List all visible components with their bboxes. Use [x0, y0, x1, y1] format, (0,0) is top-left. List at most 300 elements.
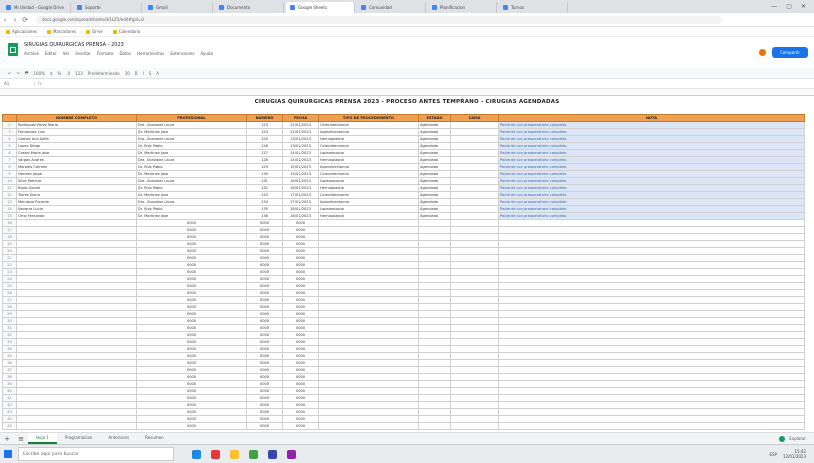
table-cell[interactable] [17, 311, 137, 318]
table-cell[interactable] [499, 423, 805, 430]
menu-item[interactable]: Formato [96, 51, 114, 56]
row-number[interactable]: 31 [3, 325, 17, 332]
table-cell[interactable] [451, 318, 499, 325]
sheet-tab[interactable]: Resumen [145, 435, 164, 440]
table-cell[interactable]: 0000 [247, 255, 283, 262]
browser-tab[interactable] [73, 2, 142, 13]
sheet-tab[interactable]: Programacion [64, 435, 93, 440]
table-cell[interactable]: 0000 [137, 360, 247, 367]
table-cell[interactable]: 0000 [283, 276, 319, 283]
table-cell[interactable] [499, 395, 805, 402]
table-cell[interactable] [319, 353, 419, 360]
table-cell[interactable]: 0000 [283, 353, 319, 360]
start-button[interactable] [0, 450, 16, 458]
table-cell[interactable]: 0000 [283, 360, 319, 367]
menu-item[interactable]: Herramientas [137, 51, 165, 56]
table-cell[interactable]: 0000 [137, 276, 247, 283]
table-cell[interactable]: 135 [247, 206, 283, 213]
row-number[interactable]: 16 [3, 220, 17, 227]
toolbar-button[interactable]: % [57, 70, 62, 76]
row-number[interactable]: 7 [3, 157, 17, 164]
table-cell[interactable] [17, 430, 137, 431]
table-cell[interactable] [319, 220, 419, 227]
taskbar-search[interactable]: Escribe aquí para buscar [18, 447, 174, 461]
table-cell[interactable] [419, 339, 451, 346]
table-cell[interactable] [319, 297, 419, 304]
table-cell[interactable] [451, 409, 499, 416]
table-cell[interactable] [17, 353, 137, 360]
column-header[interactable]: TIPO DE PROCEDIMIENTO [319, 115, 419, 122]
table-cell[interactable]: 13/01/2023 [283, 143, 319, 150]
table-cell[interactable]: 0000 [247, 304, 283, 311]
table-cell[interactable] [419, 227, 451, 234]
row-number[interactable]: 41 [3, 395, 17, 402]
table-cell[interactable] [17, 332, 137, 339]
table-cell[interactable]: 0000 [247, 290, 283, 297]
table-cell[interactable] [17, 255, 137, 262]
table-cell[interactable] [499, 367, 805, 374]
table-cell[interactable] [499, 388, 805, 395]
table-cell[interactable] [319, 248, 419, 255]
table-cell[interactable]: 0000 [283, 311, 319, 318]
table-cell[interactable]: 0000 [137, 318, 247, 325]
table-cell[interactable]: 0000 [247, 262, 283, 269]
table-cell[interactable] [499, 374, 805, 381]
table-cell[interactable]: Dr. Ruiz Pablo [137, 206, 247, 213]
table-cell[interactable]: Dra. Gonzalez Laura [137, 157, 247, 164]
clock[interactable]: 15:42 12/01/2023 [782, 449, 806, 459]
table-cell[interactable]: Paciente con preoperatorio completo [499, 136, 805, 143]
table-cell[interactable]: Rojas Daniel [17, 185, 137, 192]
table-cell[interactable]: 0000 [283, 381, 319, 388]
table-cell[interactable]: 0000 [137, 388, 247, 395]
row-number[interactable]: 39 [3, 381, 17, 388]
table-cell[interactable]: Agendado [419, 122, 451, 129]
store-icon[interactable] [249, 450, 258, 459]
table-cell[interactable] [451, 423, 499, 430]
table-cell[interactable]: 0000 [137, 353, 247, 360]
table-cell[interactable]: Agendado [419, 185, 451, 192]
all-sheets-icon[interactable]: ≡ [18, 434, 24, 443]
add-sheet-icon[interactable]: + [4, 434, 10, 443]
table-cell[interactable] [499, 276, 805, 283]
table-cell[interactable]: 0000 [247, 325, 283, 332]
table-cell[interactable]: 0000 [247, 227, 283, 234]
row-number[interactable]: 28 [3, 304, 17, 311]
table-cell[interactable] [451, 248, 499, 255]
table-cell[interactable]: 12/01/2023 [283, 122, 319, 129]
table-cell[interactable] [17, 402, 137, 409]
table-cell[interactable]: 0000 [137, 402, 247, 409]
table-cell[interactable] [419, 430, 451, 431]
mail-icon[interactable] [268, 450, 277, 459]
table-cell[interactable] [451, 213, 499, 220]
column-header[interactable]: NOTA [499, 115, 805, 122]
table-cell[interactable]: 0000 [137, 423, 247, 430]
table-cell[interactable]: 0000 [247, 360, 283, 367]
row-number[interactable]: 34 [3, 346, 17, 353]
table-cell[interactable] [419, 234, 451, 241]
forward-icon[interactable]: › [13, 15, 17, 24]
table-cell[interactable]: 0000 [137, 346, 247, 353]
table-cell[interactable]: Agendado [419, 150, 451, 157]
table-cell[interactable] [319, 255, 419, 262]
table-cell[interactable] [17, 367, 137, 374]
table-cell[interactable]: Apendicectomia [319, 199, 419, 206]
table-cell[interactable]: 0000 [247, 241, 283, 248]
table-cell[interactable] [499, 360, 805, 367]
table-cell[interactable]: 0000 [137, 283, 247, 290]
table-cell[interactable] [419, 241, 451, 248]
table-cell[interactable] [319, 311, 419, 318]
table-cell[interactable] [17, 374, 137, 381]
table-cell[interactable]: 0000 [283, 416, 319, 423]
table-cell[interactable]: 0000 [283, 339, 319, 346]
table-cell[interactable]: 0000 [247, 423, 283, 430]
table-cell[interactable] [499, 318, 805, 325]
table-cell[interactable] [451, 367, 499, 374]
table-cell[interactable] [319, 241, 419, 248]
row-number[interactable]: 2 [3, 122, 17, 129]
table-cell[interactable]: 17/01/2023 [283, 192, 319, 199]
column-header[interactable]: NÚMERO [247, 115, 283, 122]
table-cell[interactable]: Paciente con preoperatorio completo [499, 206, 805, 213]
table-cell[interactable] [17, 360, 137, 367]
table-cell[interactable] [499, 290, 805, 297]
table-cell[interactable] [451, 143, 499, 150]
toolbar-button[interactable]: ↷ [16, 70, 20, 76]
share-button[interactable]: Compartir [772, 47, 808, 58]
table-cell[interactable]: Dr. Ruiz Pablo [137, 164, 247, 171]
row-number[interactable]: 5 [3, 143, 17, 150]
table-cell[interactable]: 0000 [283, 234, 319, 241]
table-cell[interactable]: Agendado [419, 192, 451, 199]
table-cell[interactable] [451, 192, 499, 199]
table-cell[interactable]: 0000 [283, 283, 319, 290]
table-cell[interactable] [319, 402, 419, 409]
table-cell[interactable] [319, 346, 419, 353]
table-cell[interactable] [17, 318, 137, 325]
table-cell[interactable] [451, 290, 499, 297]
table-cell[interactable] [419, 374, 451, 381]
table-cell[interactable]: 0000 [137, 269, 247, 276]
row-number[interactable] [3, 430, 17, 431]
table-cell[interactable] [17, 297, 137, 304]
table-cell[interactable] [419, 367, 451, 374]
table-cell[interactable]: 0000 [137, 262, 247, 269]
table-cell[interactable] [451, 311, 499, 318]
menu-item[interactable]: Datos [119, 51, 132, 56]
table-cell[interactable]: 0000 [137, 367, 247, 374]
table-cell[interactable]: Dr. Martinez Jose [137, 171, 247, 178]
table-cell[interactable]: 0000 [137, 297, 247, 304]
table-cell[interactable] [451, 164, 499, 171]
table-cell[interactable]: 131 [247, 178, 283, 185]
table-cell[interactable] [499, 381, 805, 388]
table-cell[interactable]: Apendicectomia [319, 164, 419, 171]
table-cell[interactable]: 14/01/2023 [283, 157, 319, 164]
table-cell[interactable]: 132 [247, 185, 283, 192]
table-cell[interactable] [451, 157, 499, 164]
table-cell[interactable]: 0000 [247, 402, 283, 409]
table-cell[interactable]: 0000 [283, 409, 319, 416]
table-cell[interactable]: 124 [247, 129, 283, 136]
row-number[interactable]: 20 [3, 248, 17, 255]
table-cell[interactable]: 0000 [283, 325, 319, 332]
table-cell[interactable] [319, 290, 419, 297]
teams-icon[interactable] [287, 450, 296, 459]
table-cell[interactable] [499, 416, 805, 423]
table-cell[interactable] [499, 262, 805, 269]
table-cell[interactable] [451, 206, 499, 213]
row-number[interactable]: 19 [3, 241, 17, 248]
table-cell[interactable]: Paciente con preoperatorio completo [499, 129, 805, 136]
table-cell[interactable] [17, 304, 137, 311]
toolbar-button[interactable]: .0 [66, 70, 71, 76]
table-cell[interactable]: Ortiz Fernando [17, 213, 137, 220]
table-cell[interactable]: 0000 [247, 311, 283, 318]
row-number[interactable]: 27 [3, 297, 17, 304]
explore-button[interactable]: Explorar [779, 436, 806, 442]
menu-item[interactable]: Extensiones [170, 51, 195, 56]
table-cell[interactable] [451, 374, 499, 381]
table-cell[interactable]: 18/01/2023 [283, 206, 319, 213]
table-cell[interactable]: Agendado [419, 164, 451, 171]
toolbar-button[interactable]: 123 [75, 70, 83, 76]
table-cell[interactable] [319, 262, 419, 269]
table-cell[interactable] [451, 129, 499, 136]
table-cell[interactable]: 0000 [137, 248, 247, 255]
column-header[interactable]: PROFESIONAL [137, 115, 247, 122]
menu-item[interactable]: Archivo [24, 51, 39, 56]
spreadsheet-grid[interactable] [0, 96, 814, 430]
row-number[interactable]: 36 [3, 360, 17, 367]
table-cell[interactable] [451, 199, 499, 206]
table-cell[interactable] [451, 178, 499, 185]
reload-icon[interactable]: ⟳ [22, 15, 28, 24]
table-cell[interactable] [451, 325, 499, 332]
table-cell[interactable] [451, 150, 499, 157]
table-cell[interactable] [499, 339, 805, 346]
table-cell[interactable] [419, 255, 451, 262]
table-cell[interactable]: Navarro Lucia [17, 206, 137, 213]
table-cell[interactable]: 0000 [283, 297, 319, 304]
table-cell[interactable]: 128 [247, 157, 283, 164]
table-cell[interactable] [17, 388, 137, 395]
browser-tab[interactable] [215, 2, 284, 13]
table-cell[interactable]: 0000 [247, 332, 283, 339]
table-cell[interactable]: Colecistectomia [319, 192, 419, 199]
table-cell[interactable]: Agendado [419, 157, 451, 164]
table-cell[interactable] [451, 234, 499, 241]
table-cell[interactable]: 0000 [247, 283, 283, 290]
table-cell[interactable] [419, 262, 451, 269]
table-cell[interactable] [319, 381, 419, 388]
menu-item[interactable]: Insertar [75, 51, 91, 56]
row-number[interactable]: 23 [3, 269, 17, 276]
table-cell[interactable] [319, 332, 419, 339]
table-cell[interactable] [499, 430, 805, 431]
row-number[interactable]: 13 [3, 199, 17, 206]
table-cell[interactable]: 134 [247, 199, 283, 206]
edge-icon[interactable] [192, 450, 201, 459]
browser-tab[interactable] [2, 2, 71, 13]
table-cell[interactable]: Apendicectomia [319, 129, 419, 136]
table-cell[interactable]: 0000 [283, 402, 319, 409]
sheets-logo-icon[interactable] [8, 43, 18, 56]
row-number[interactable]: 14 [3, 206, 17, 213]
table-cell[interactable] [499, 234, 805, 241]
table-cell[interactable]: Dr. Martinez Jose [137, 150, 247, 157]
menu-item[interactable]: Ver [62, 51, 70, 56]
table-cell[interactable] [419, 409, 451, 416]
table-cell[interactable] [451, 430, 499, 431]
table-cell[interactable] [451, 353, 499, 360]
table-cell[interactable]: 0000 [137, 395, 247, 402]
row-number[interactable]: 10 [3, 178, 17, 185]
table-cell[interactable] [17, 416, 137, 423]
table-cell[interactable] [17, 409, 137, 416]
table-cell[interactable]: 0000 [283, 255, 319, 262]
table-cell[interactable] [319, 325, 419, 332]
minimize-icon[interactable]: — [771, 3, 778, 10]
table-cell[interactable] [17, 339, 137, 346]
row-number[interactable]: 30 [3, 318, 17, 325]
table-cell[interactable] [451, 416, 499, 423]
table-cell[interactable] [451, 255, 499, 262]
table-cell[interactable] [319, 360, 419, 367]
table-cell[interactable] [419, 325, 451, 332]
table-cell[interactable]: 0000 [247, 276, 283, 283]
table-cell[interactable]: 0000 [283, 269, 319, 276]
table-cell[interactable]: 17/01/2023 [283, 199, 319, 206]
table-cell[interactable]: Hernioplastia [319, 157, 419, 164]
table-cell[interactable] [419, 353, 451, 360]
table-cell[interactable] [451, 171, 499, 178]
table-cell[interactable] [419, 290, 451, 297]
row-number[interactable]: 12 [3, 192, 17, 199]
chrome-icon[interactable] [211, 450, 220, 459]
row-number[interactable]: 21 [3, 255, 17, 262]
table-cell[interactable]: Agendado [419, 143, 451, 150]
table-cell[interactable]: Dra. Gonzalez Laura [137, 178, 247, 185]
table-cell[interactable] [419, 332, 451, 339]
row-number[interactable]: 33 [3, 339, 17, 346]
row-number[interactable]: 9 [3, 171, 17, 178]
table-cell[interactable] [499, 241, 805, 248]
table-cell[interactable]: 13/01/2023 [283, 136, 319, 143]
table-cell[interactable]: 130 [247, 171, 283, 178]
table-cell[interactable]: 0000 [283, 227, 319, 234]
table-cell[interactable]: 0000 [247, 381, 283, 388]
table-cell[interactable] [499, 297, 805, 304]
table-cell[interactable]: 0000 [137, 241, 247, 248]
table-cell[interactable] [451, 395, 499, 402]
row-number[interactable]: 29 [3, 311, 17, 318]
table-cell[interactable] [17, 234, 137, 241]
table-cell[interactable]: Hernioplastia [319, 136, 419, 143]
row-number[interactable]: 8 [3, 164, 17, 171]
table-cell[interactable] [499, 409, 805, 416]
table-cell[interactable]: 0000 [283, 423, 319, 430]
row-number[interactable]: 38 [3, 374, 17, 381]
table-cell[interactable] [419, 269, 451, 276]
table-cell[interactable]: Agendado [419, 213, 451, 220]
table-cell[interactable] [451, 269, 499, 276]
maximize-icon[interactable]: ▢ [786, 3, 792, 10]
table-cell[interactable] [17, 248, 137, 255]
table-cell[interactable]: 0000 [283, 374, 319, 381]
table-cell[interactable] [451, 276, 499, 283]
bookmark-item[interactable] [6, 29, 37, 34]
table-cell[interactable]: Dra. Gonzalez Laura [137, 199, 247, 206]
close-icon[interactable]: ✕ [800, 3, 806, 10]
table-cell[interactable] [17, 262, 137, 269]
table-cell[interactable]: Agendado [419, 206, 451, 213]
column-header[interactable]: NOMBRE COMPLETO [17, 115, 137, 122]
table-cell[interactable] [283, 430, 319, 431]
table-cell[interactable] [499, 311, 805, 318]
table-cell[interactable]: 0000 [137, 234, 247, 241]
toolbar-button[interactable]: I [142, 70, 144, 76]
back-icon[interactable]: ‹ [3, 15, 7, 24]
table-cell[interactable]: 12/01/2023 [283, 129, 319, 136]
table-cell[interactable]: Hernioplastia [319, 213, 419, 220]
table-cell[interactable]: Torres Elena [17, 192, 137, 199]
table-cell[interactable]: Colecistectomia [319, 143, 419, 150]
row-number[interactable]: 32 [3, 332, 17, 339]
table-cell[interactable] [419, 276, 451, 283]
table-cell[interactable]: 0000 [247, 395, 283, 402]
table-cell[interactable]: Agendado [419, 136, 451, 143]
table-cell[interactable]: Paciente con preoperatorio completo [499, 185, 805, 192]
bookmark-item[interactable] [86, 29, 103, 34]
row-number[interactable]: 35 [3, 353, 17, 360]
table-cell[interactable]: 0000 [247, 220, 283, 227]
table-cell[interactable] [17, 325, 137, 332]
browser-tab[interactable] [144, 2, 213, 13]
table-cell[interactable]: Paciente con preoperatorio completo [499, 143, 805, 150]
table-cell[interactable]: Dr. Ruiz Pablo [137, 143, 247, 150]
table-cell[interactable]: 0000 [137, 381, 247, 388]
table-cell[interactable] [451, 402, 499, 409]
table-cell[interactable]: 0000 [247, 374, 283, 381]
table-cell[interactable]: Colecistectomia [319, 171, 419, 178]
row-number[interactable]: 25 [3, 283, 17, 290]
table-cell[interactable] [419, 318, 451, 325]
table-cell[interactable]: Vargas Andres [17, 157, 137, 164]
row-number[interactable]: 42 [3, 402, 17, 409]
table-cell[interactable] [451, 283, 499, 290]
table-cell[interactable] [451, 381, 499, 388]
table-cell[interactable] [419, 248, 451, 255]
toolbar-button[interactable]: 100% [33, 70, 45, 76]
table-cell[interactable]: Hernioplastia [319, 185, 419, 192]
table-cell[interactable] [247, 430, 283, 431]
toolbar-button[interactable]: 🖶 [24, 69, 29, 75]
table-cell[interactable]: Morales Carmen [17, 164, 137, 171]
table-cell[interactable] [17, 269, 137, 276]
table-cell[interactable]: Dra. Gonzalez Laura [137, 122, 247, 129]
table-cell[interactable]: Colecistectomia [319, 122, 419, 129]
table-cell[interactable]: Dr. Martinez Jose [137, 192, 247, 199]
table-cell[interactable]: 0000 [137, 311, 247, 318]
table-cell[interactable]: 126 [247, 143, 283, 150]
table-cell[interactable] [419, 416, 451, 423]
menu-item[interactable]: Ayuda [200, 51, 213, 56]
table-cell[interactable] [319, 276, 419, 283]
table-cell[interactable] [451, 241, 499, 248]
